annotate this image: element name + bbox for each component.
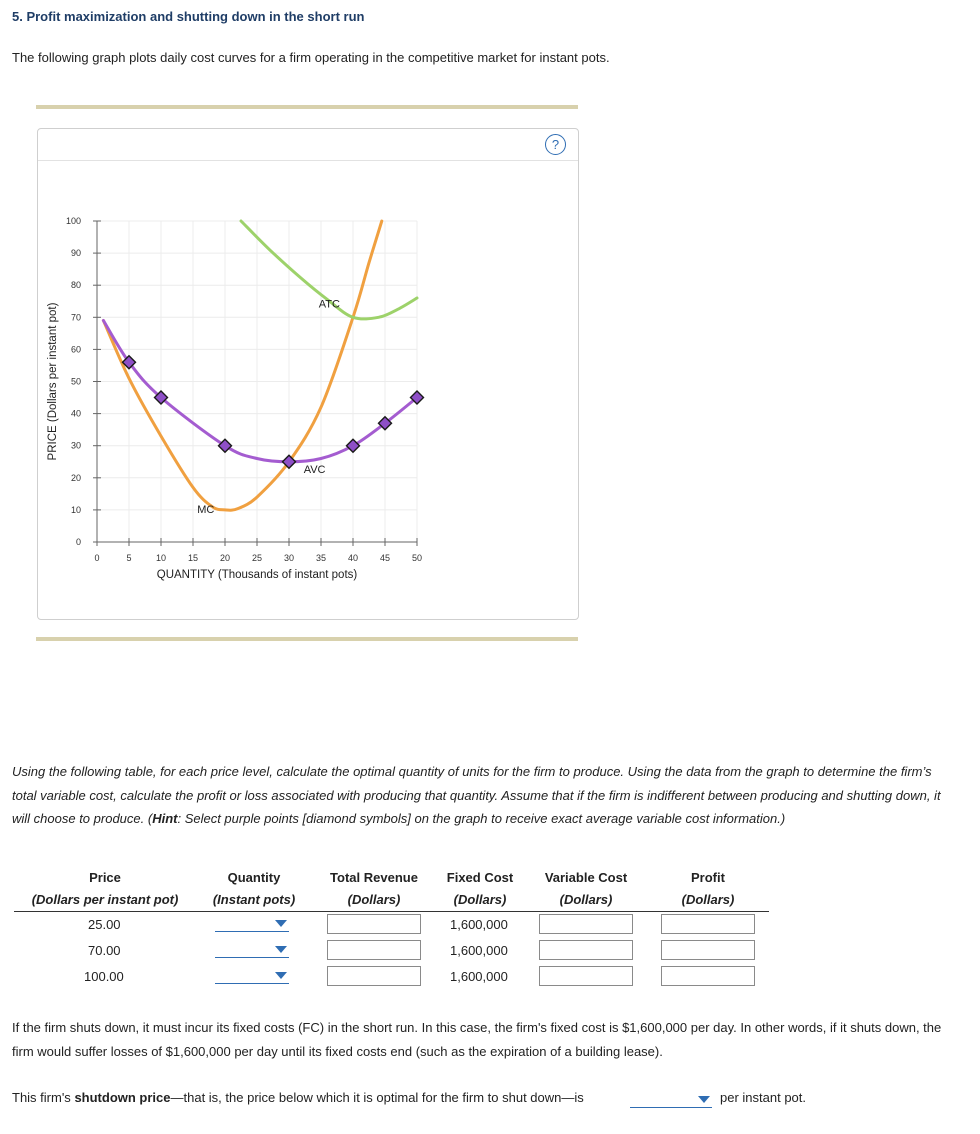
y-tick-label: 0: [75, 537, 81, 547]
row2-price: 70.00: [88, 943, 121, 958]
x-tick-label: 20: [219, 553, 231, 563]
row1-fixed-cost: 1,600,000: [450, 917, 508, 932]
row3-quantity-dropdown[interactable]: [215, 965, 289, 984]
x-tick-label: 50: [411, 553, 423, 563]
x-tick-label: 30: [283, 553, 295, 563]
avc-diamond-marker: [347, 439, 360, 452]
shutdown-price-term: shutdown price: [74, 1090, 171, 1105]
row1-chevron-down-icon: [275, 920, 287, 927]
y-tick-label: 40: [70, 408, 81, 419]
help-icon[interactable]: ?: [545, 134, 566, 155]
shutdown-question: [12, 1090, 584, 1105]
y-axis-label: PRICE (Dollars per instant pot): [47, 302, 59, 461]
header-profit-sub: (Dollars): [681, 892, 735, 907]
y-tick-label: 90: [70, 248, 81, 259]
divider-bottom: [36, 637, 578, 641]
row1-price: 25.00: [88, 917, 121, 932]
instructions-part2: : Select purple points [diamond symbols] on the graph to receive exact average variable cost information.): [177, 811, 786, 827]
y-tick-label: 100: [65, 216, 81, 226]
shutdown-question-after: —that is, the price below which it is optimal for the firm to shut down—is: [170, 1090, 584, 1105]
header-total-revenue-title: Total Revenue: [330, 870, 418, 885]
avc-curve: [103, 321, 417, 462]
header-variable-cost-title: Variable Cost: [544, 870, 628, 885]
curve-label-avc: AVC: [303, 463, 326, 476]
x-tick-label: 45: [379, 553, 391, 563]
header-total-revenue: [318, 870, 430, 907]
x-axis-label: QUANTITY (Thousands of instant pots): [156, 569, 358, 581]
y-tick-label: 30: [70, 440, 81, 451]
row2-total-revenue-input[interactable]: [327, 940, 421, 960]
header-variable-cost-sub: (Dollars): [559, 892, 613, 907]
row3-fixed-cost: 1,600,000: [450, 969, 508, 984]
row3-total-revenue-input[interactable]: [327, 966, 421, 986]
row1-quantity-dropdown[interactable]: [215, 913, 289, 932]
row2-fixed-cost: 1,600,000: [450, 943, 508, 958]
header-total-revenue-sub: (Dollars): [347, 892, 401, 907]
divider-top: [36, 105, 578, 109]
header-fixed-cost: [438, 870, 522, 907]
shutdown-chevron-down-icon: [698, 1096, 710, 1103]
instructions-text: [12, 760, 942, 831]
x-tick-label: 10: [155, 553, 167, 563]
mc-curve: [103, 221, 381, 510]
row2-quantity-dropdown[interactable]: [215, 939, 289, 958]
header-quantity-title: Quantity: [227, 870, 281, 885]
y-tick-label: 20: [70, 472, 81, 483]
header-quantity: [200, 870, 308, 907]
header-price: [14, 870, 196, 907]
row3-variable-cost-input[interactable]: [539, 966, 633, 986]
x-tick-label: 25: [251, 553, 263, 563]
x-tick-label: 15: [187, 553, 199, 563]
header-variable-cost: [532, 870, 640, 907]
row1-total-revenue-input[interactable]: [327, 914, 421, 934]
y-tick-label: 50: [70, 376, 81, 387]
graph-panel: [37, 128, 579, 620]
curve-label-atc: ATC: [318, 298, 340, 311]
hint-label: Hint: [152, 811, 178, 827]
row3-profit-input[interactable]: [661, 966, 755, 986]
y-tick-label: 10: [70, 504, 81, 515]
shutdown-price-dropdown[interactable]: [630, 1089, 712, 1108]
shutdown-question-before: This firm's: [12, 1090, 75, 1105]
header-fixed-cost-title: Fixed Cost: [446, 870, 514, 885]
row3-chevron-down-icon: [275, 972, 287, 979]
row2-profit-input[interactable]: [661, 940, 755, 960]
shutdown-explanation: If the firm shuts down, it must incur its fixed costs (FC) in the short run. In this case, the firm's fixed cost is $1,600,000 per day. In other words, if it shuts down, the firm would suffer losses of $1,600,000 per day until its fixed costs end (such as the expiration of a building lease).: [12, 1020, 942, 1059]
y-tick-label: 70: [70, 312, 81, 323]
row1-profit-input[interactable]: [661, 914, 755, 934]
x-tick-label: 0: [94, 553, 100, 563]
header-profit: [660, 870, 756, 907]
x-tick-label: 40: [347, 553, 359, 563]
shutdown-unit-label: per instant pot.: [720, 1090, 806, 1105]
row2-variable-cost-input[interactable]: [539, 940, 633, 960]
header-fixed-cost-sub: (Dollars): [453, 892, 507, 907]
row3-price: 100.00: [84, 969, 124, 984]
header-profit-title: Profit: [691, 870, 725, 885]
question-title: 5. Profit maximization and shutting down in the short run: [12, 9, 365, 24]
y-tick-label: 60: [70, 344, 81, 355]
row1-variable-cost-input[interactable]: [539, 914, 633, 934]
header-quantity-sub: (Instant pots): [212, 892, 296, 907]
cost-curves-chart: [38, 129, 578, 619]
header-price-sub: (Dollars per instant pot): [31, 892, 179, 907]
intro-text: The following graph plots daily cost curves for a firm operating in the competitive market for instant pots.: [12, 50, 610, 65]
table-header-rule: [14, 911, 769, 912]
row2-chevron-down-icon: [275, 946, 287, 953]
instructions-part1: Using the following table, for each price level, calculate the optimal quantity of units for the firm to produce. Using the data from the graph to determine the firm’s total variable cost, calculate the profit or loss associated with producing that quantity. Assume that if the firm is indifferent between producing and shutting down, it will choose to produce. (: [12, 764, 941, 827]
x-tick-label: 35: [315, 553, 327, 563]
header-price-title: Price: [89, 870, 121, 885]
curve-label-mc: MC: [197, 504, 215, 517]
x-tick-label: 5: [126, 553, 132, 563]
y-tick-label: 80: [70, 280, 81, 291]
